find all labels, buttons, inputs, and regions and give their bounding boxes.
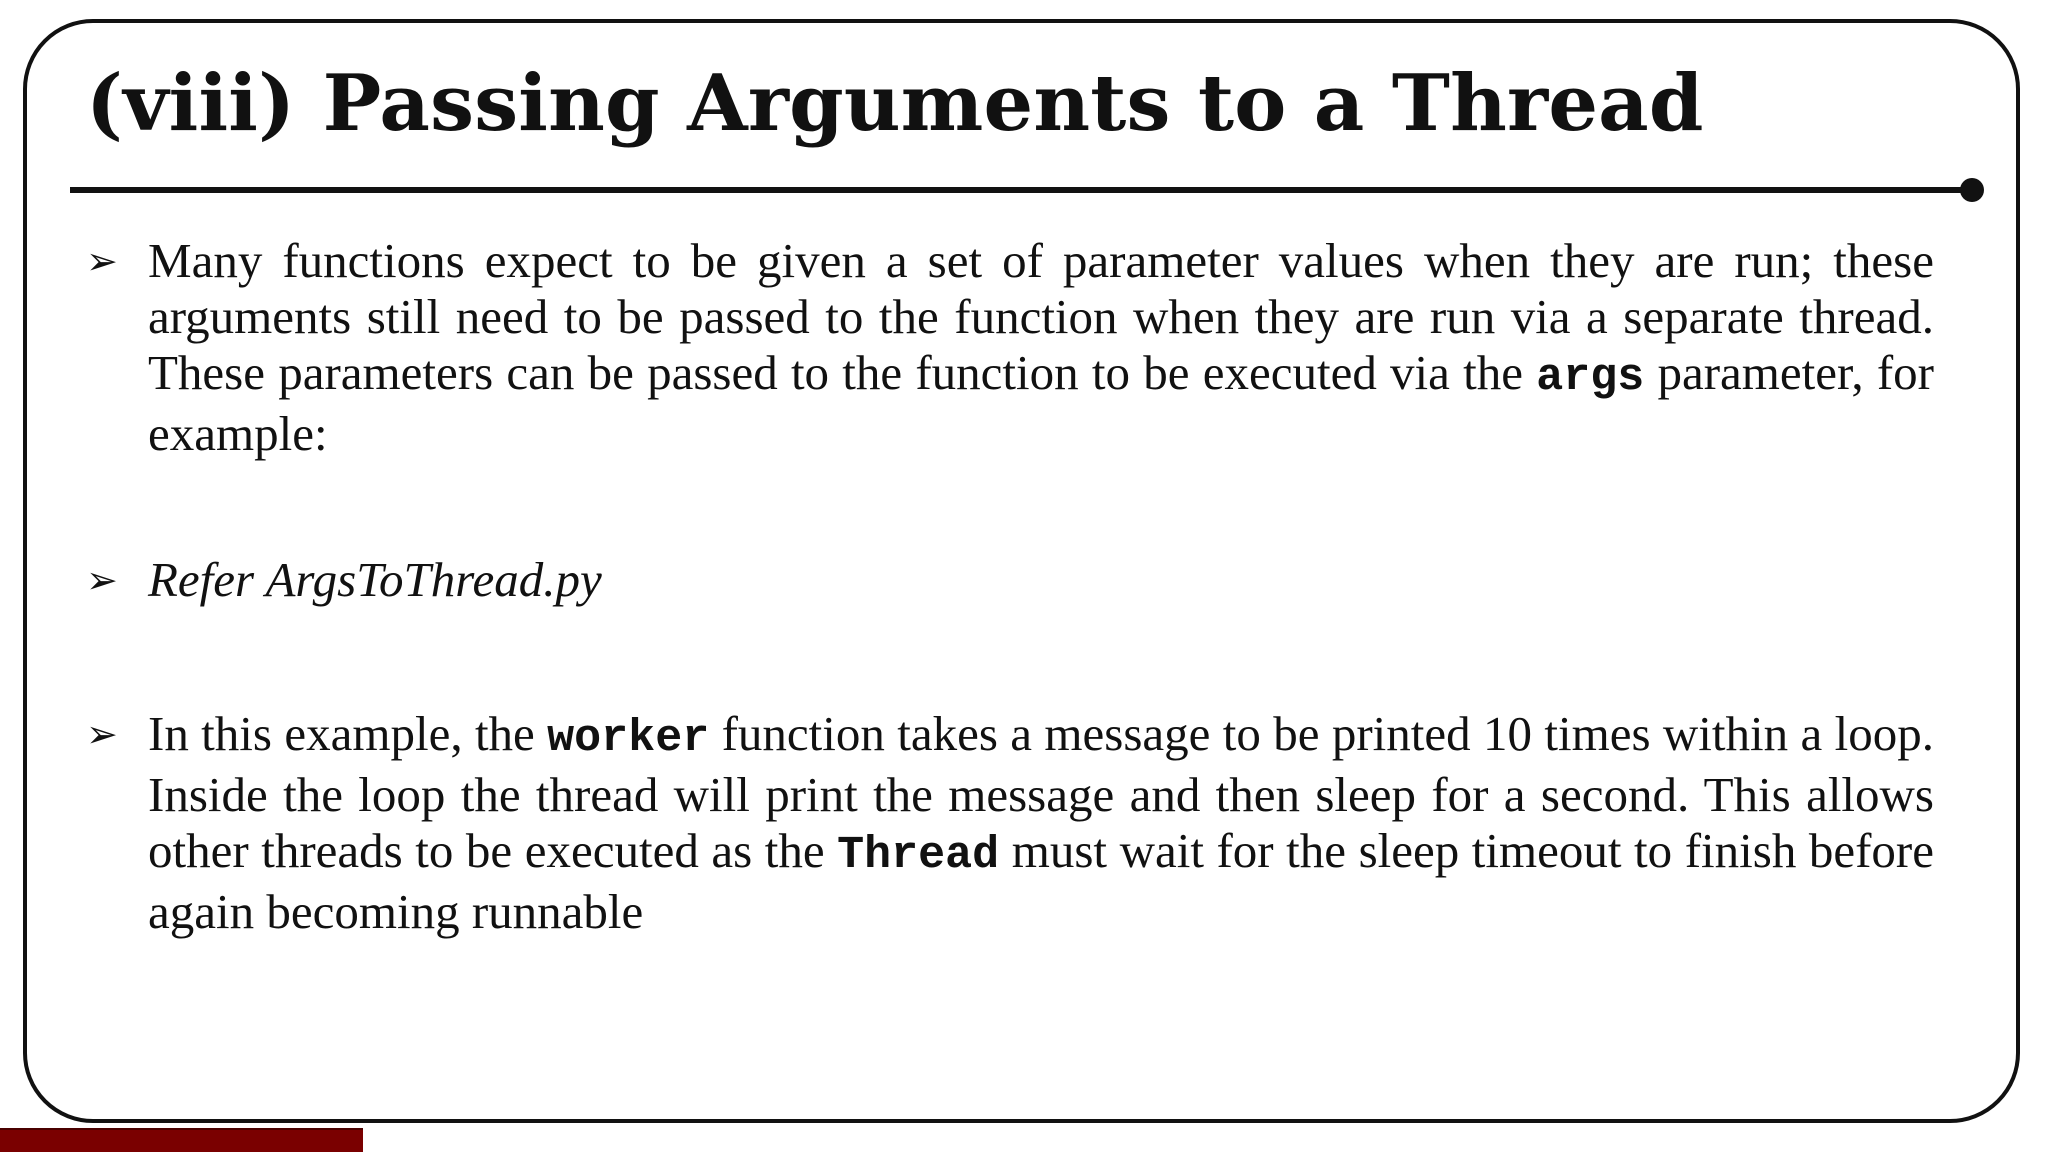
bullet-item-refer bbox=[86, 552, 1934, 608]
inline-code-thread: Thread bbox=[837, 830, 1000, 881]
inline-code-args: args bbox=[1536, 352, 1645, 403]
arrow-bullet-icon: ➢ bbox=[86, 712, 118, 756]
slide-title: (viii) Passing Arguments to a Thread bbox=[86, 58, 1704, 149]
bullet-text bbox=[148, 706, 1934, 940]
bullet-text-part: In this example, the bbox=[148, 706, 548, 761]
bullet-text-part: Many functions expect to be given a set of parameter values when they are run; these arguments still need to be passed to the function when they are run via a separate thread. These parameters can be passed to the function to be executed via the bbox=[148, 233, 1934, 400]
title-divider-end-dot bbox=[1960, 178, 1984, 202]
arrow-bullet-icon: ➢ bbox=[86, 239, 118, 283]
title-divider bbox=[70, 187, 1970, 193]
bullet-text-part: must wait for the sleep timeout to finish before again becoming runnable bbox=[148, 823, 1934, 939]
bullet-text-reference: Refer ArgsToThread.py bbox=[148, 552, 602, 607]
bullet-text bbox=[148, 233, 1934, 462]
arrow-bullet-icon: ➢ bbox=[86, 558, 118, 602]
bullet-item-args bbox=[86, 233, 1934, 462]
inline-code-worker: worker bbox=[547, 713, 710, 764]
footer-accent-bar bbox=[0, 1128, 363, 1152]
bullet-item-worker bbox=[86, 706, 1934, 940]
bullet-text-part: parameter, for example: bbox=[148, 345, 1934, 461]
bullet-text-part: function takes a message to be printed 10 times within a loop. Inside the loop the thread will print the message and then sleep for a second. This allows other threads to be executed as the bbox=[148, 706, 1934, 878]
